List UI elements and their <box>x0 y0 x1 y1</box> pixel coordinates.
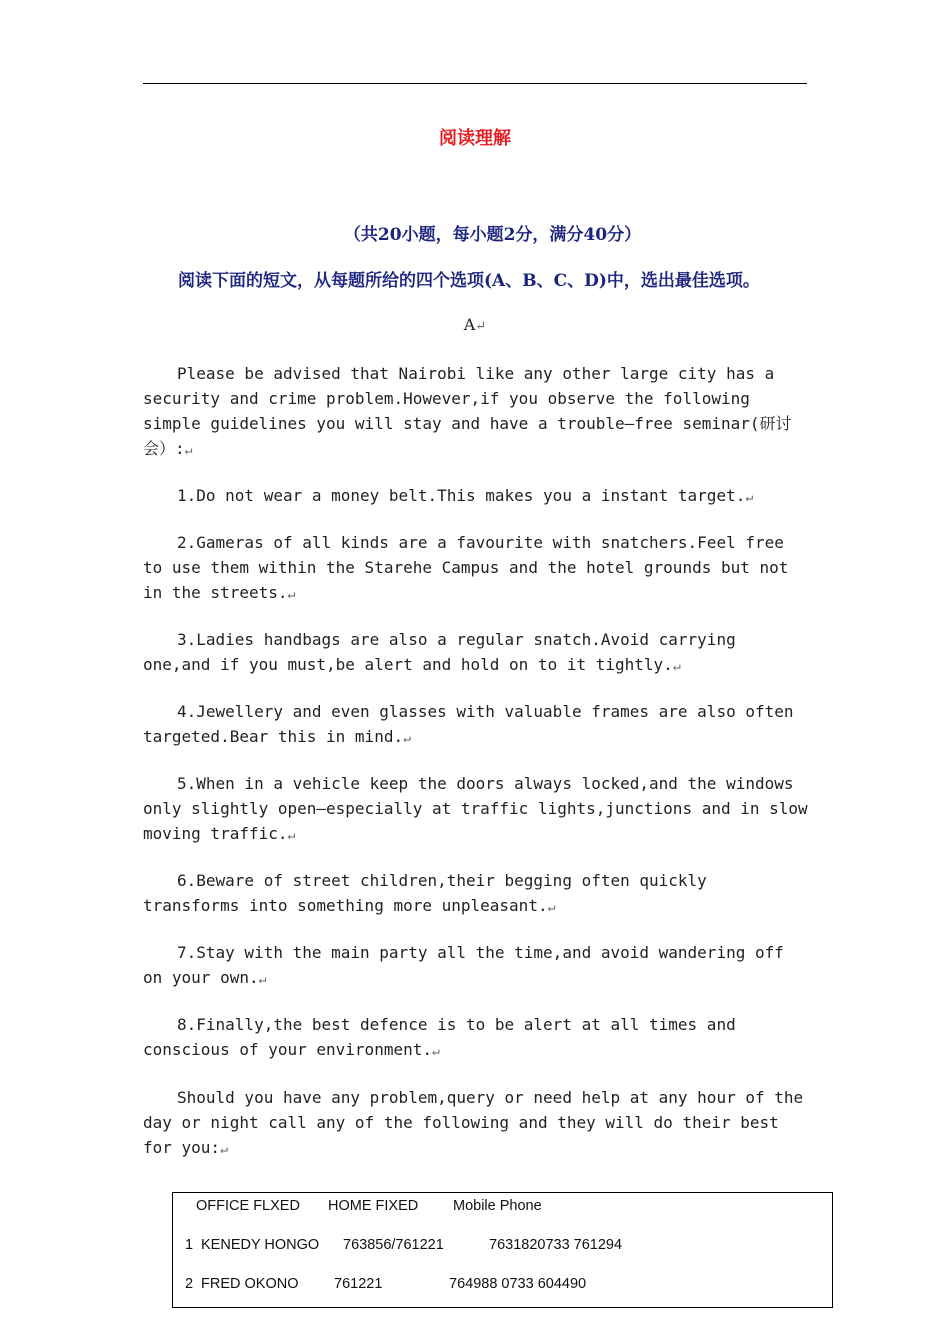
passage-closing: Should you have any problem,query or need help at any hour of the day or night call any of the following and they will do their best for you:↵ <box>143 1088 813 1157</box>
row-2-name: FRED OKONO <box>201 1276 299 1292</box>
row-1-mobile: 7631820733 761294 <box>489 1237 623 1253</box>
top-rule <box>143 83 807 84</box>
score-note: （共20小题，每小题2分，满分40分） <box>343 225 642 245</box>
row-2-number: 2 <box>185 1276 194 1292</box>
header-mobile-phone: Mobile Phone <box>453 1198 542 1214</box>
guideline-item-3: 3.Ladies handbags are also a regular snatch.Avoid carrying one,and if you must,be alert and hold on to it tightly.↵ <box>143 630 746 674</box>
guideline-item-8: 8.Finally,the best defence is to be alert at all times and conscious of your environment.↵ <box>143 1015 746 1059</box>
section-label: A↵ <box>463 315 487 334</box>
row-1-number: 1 <box>185 1237 194 1253</box>
row-2-mobile: 764988 0733 604490 <box>449 1276 587 1292</box>
header-home-fixed: HOME FIXED <box>328 1198 419 1214</box>
row-1-name: KENEDY HONGO <box>201 1237 320 1253</box>
guideline-item-7: 7.Stay with the main party all the time,and avoid wandering off on your own.↵ <box>143 943 794 987</box>
passage-intro: Please be advised that Nairobi like any other large city has a security and crime problem.However,if you observe the following simple guidelines you will stay and have a trouble—free seminar(研讨会）:↵ <box>143 364 792 458</box>
row-1-home-fixed: 763856/761221 <box>343 1237 444 1253</box>
guideline-item-1: 1.Do not wear a money belt.This makes you a instant target.↵ <box>177 486 754 505</box>
instruction-text: 阅读下面的短文，从每题所给的四个选项(A、B、C、D)中，选出最佳选项。 <box>178 271 760 291</box>
guideline-item-6: 6.Beware of street children,their begging often quickly transforms into something more unpleasant.↵ <box>143 871 717 915</box>
contact-table <box>172 1192 833 1308</box>
guideline-item-4: 4.Jewellery and even glasses with valuable frames are also often targeted.Bear this in mind.↵ <box>143 702 804 746</box>
guideline-item-5: 5.When in a vehicle keep the doors always locked,and the windows only slightly open—especially at traffic lights,junctions and in slow moving traffic.↵ <box>143 774 818 843</box>
header-office-fixed: OFFICE FLXED <box>196 1198 300 1214</box>
guideline-item-2: 2.Gameras of all kinds are a favourite with snatchers.Feel free to use them within the Starehe Campus and the hotel grounds but not in the streets.↵ <box>143 533 799 602</box>
page-title: 阅读理解 <box>439 128 511 149</box>
row-2-home-fixed: 761221 <box>334 1276 383 1292</box>
